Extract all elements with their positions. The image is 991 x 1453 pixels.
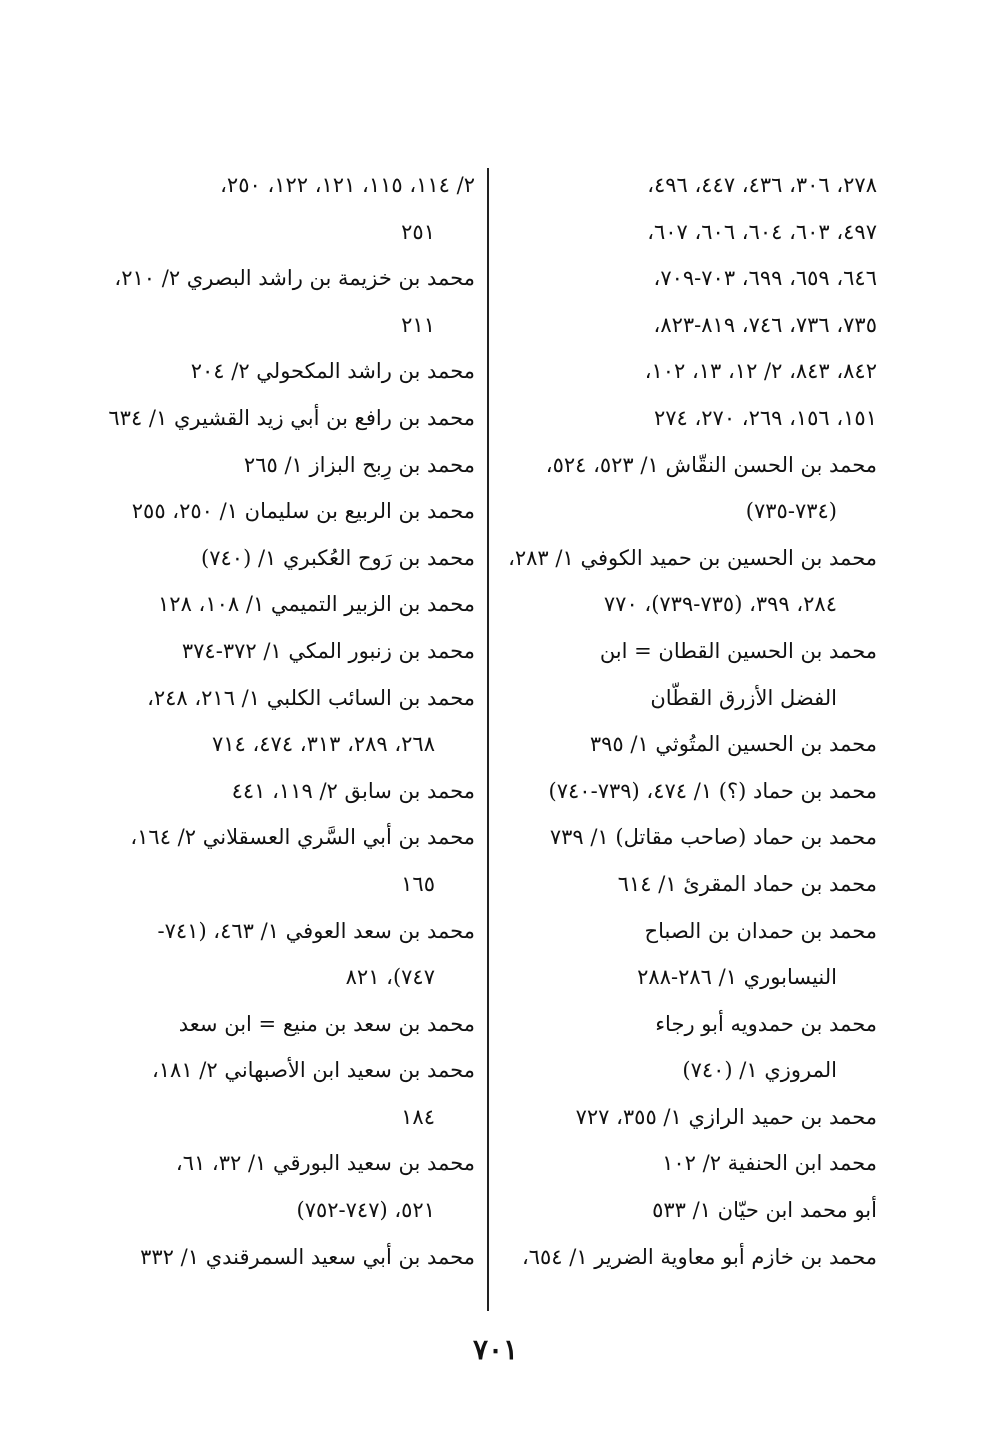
- index-line: محمد بن الزبير التميمي ١/ ١٠٨، ١٢٨: [158, 592, 475, 617]
- index-line: محمد بن زنبور المكي ١/ ٣٧٢-٣٧٤: [181, 638, 475, 663]
- index-line: ٢٦٨، ٢٨٩، ٣١٣، ٤٧٤، ٧١٤: [211, 732, 435, 757]
- index-line: الفضل الأزرق القطّان: [650, 685, 837, 710]
- index-line: المروزي ١/ (٧٤٠): [682, 1058, 837, 1083]
- index-line: محمد بن حميد الرازي ١/ ٣٥٥، ٧٢٧: [575, 1104, 877, 1129]
- left-column: [95, 162, 475, 1280]
- index-line: ٢١١: [401, 312, 435, 337]
- index-line: محمد بن حماد المقرئ ١/ ٦١٤: [617, 871, 877, 896]
- index-line: محمد بن الحسين القطان = ابن: [599, 638, 877, 663]
- index-line: محمد بن حماد (؟) ١/ ٤٧٤، (٧٣٩-٧٤٠): [548, 778, 877, 803]
- page-number: ٧٠١: [472, 1333, 519, 1366]
- right-column: [497, 162, 877, 1280]
- index-line: محمد بن حمدان بن الصباح: [644, 918, 877, 943]
- index-line: محمد بن رَوح العُكبري ١/ (٧٤٠): [201, 545, 475, 570]
- index-line: ١٨٤: [401, 1104, 435, 1129]
- index-line: ٢/ ١١٤، ١١٥، ١٢١، ١٢٢، ٢٥٠،: [220, 173, 475, 197]
- index-line: ٨٤٢، ٨٤٣، ٢/ ١٢، ١٣، ١٠٢،: [644, 359, 877, 384]
- index-line: محمد بن سابق ٢/ ١١٩، ٤٤١: [231, 778, 475, 803]
- column-divider: [487, 168, 489, 1311]
- index-line: محمد بن خازم أبو معاوية الضرير ١/ ٦٥٤،: [521, 1244, 877, 1269]
- index-line: محمد بن راشد المكحولي ٢/ ٢٠٤: [190, 359, 475, 384]
- index-line: ٦٤٦، ٦٥٩، ٦٩٩، ٧٠٣-٧٠٩،: [653, 266, 877, 291]
- index-line: محمد بن الحسين بن حميد الكوفي ١/ ٢٨٣،: [508, 545, 877, 570]
- index-line: محمد ابن الحنفية ٢/ ١٠٢: [662, 1151, 877, 1176]
- index-line: محمد بن خزيمة بن راشد البصري ٢/ ٢١٠،: [114, 266, 475, 291]
- index-line: محمد بن رافع بن أبي زيد القشيري ١/ ٦٣٤: [108, 405, 475, 430]
- index-line: محمد بن أبي سعيد السمرقندي ١/ ٣٣٢: [140, 1244, 475, 1269]
- index-line: ٧٣٥، ٧٣٦، ٧٤٦، ٨١٩-٨٢٣،: [653, 312, 877, 337]
- index-line: محمد بن الربيع بن سليمان ١/ ٢٥٠، ٢٥٥: [131, 499, 475, 524]
- index-line: ١٦٥: [401, 871, 435, 896]
- index-line: ٢٧٨، ٣٠٦، ٤٣٦، ٤٤٧، ٤٩٦،: [647, 173, 877, 197]
- index-line: محمد بن الحسن النقّاش ١/ ٥٢٣، ٥٢٤،: [545, 452, 877, 477]
- index-line: محمد بن الحسين المتُوثي ١/ ٣٩٥: [589, 732, 877, 757]
- index-line: محمد بن سعيد البورقي ١/ ٣٢، ٦١،: [175, 1151, 475, 1176]
- index-line: محمد بن حماد (صاحب مقاتل) ١/ ٧٣٩: [549, 825, 877, 850]
- index-line: ٥٢١، (٧٤٧-٧٥٢): [296, 1198, 435, 1223]
- index-line: محمد بن أبي السَّري العسقلاني ٢/ ١٦٤،: [130, 825, 475, 850]
- index-line: محمد بن سعد بن منيع = ابن سعد: [178, 1011, 475, 1036]
- index-line: ٧٤٧)، ٨٢١: [345, 965, 435, 990]
- index-line: ٢٥١: [401, 219, 435, 244]
- index-line: (٧٣٤-٧٣٥): [745, 499, 837, 524]
- index-line: محمد بن حمدويه أبو رجاء: [655, 1011, 877, 1036]
- index-line: ٢٨٤، ٣٩٩، (٧٣٥-٧٣٩)، ٧٧٠: [603, 592, 837, 617]
- index-line: محمد بن سعد العوفي ١/ ٤٦٣، (٧٤١-: [157, 918, 475, 943]
- index-line: النيسابوري ١/ ٢٨٦-٢٨٨: [637, 965, 837, 990]
- index-line: محمد بن رِبح البزاز ١/ ٢٦٥: [243, 452, 475, 477]
- index-line: ٤٩٧، ٦٠٣، ٦٠٤، ٦٠٦، ٦٠٧،: [647, 219, 877, 244]
- index-line: ١٥١، ١٥٦، ٢٦٩، ٢٧٠، ٢٧٤: [653, 405, 877, 430]
- index-line: محمد بن السائب الكلبي ١/ ٢١٦، ٢٤٨،: [147, 685, 475, 710]
- index-line: محمد بن سعيد ابن الأصبهاني ٢/ ١٨١،: [151, 1058, 475, 1083]
- index-line: أبو محمد ابن حيّان ١/ ٥٣٣: [652, 1198, 877, 1223]
